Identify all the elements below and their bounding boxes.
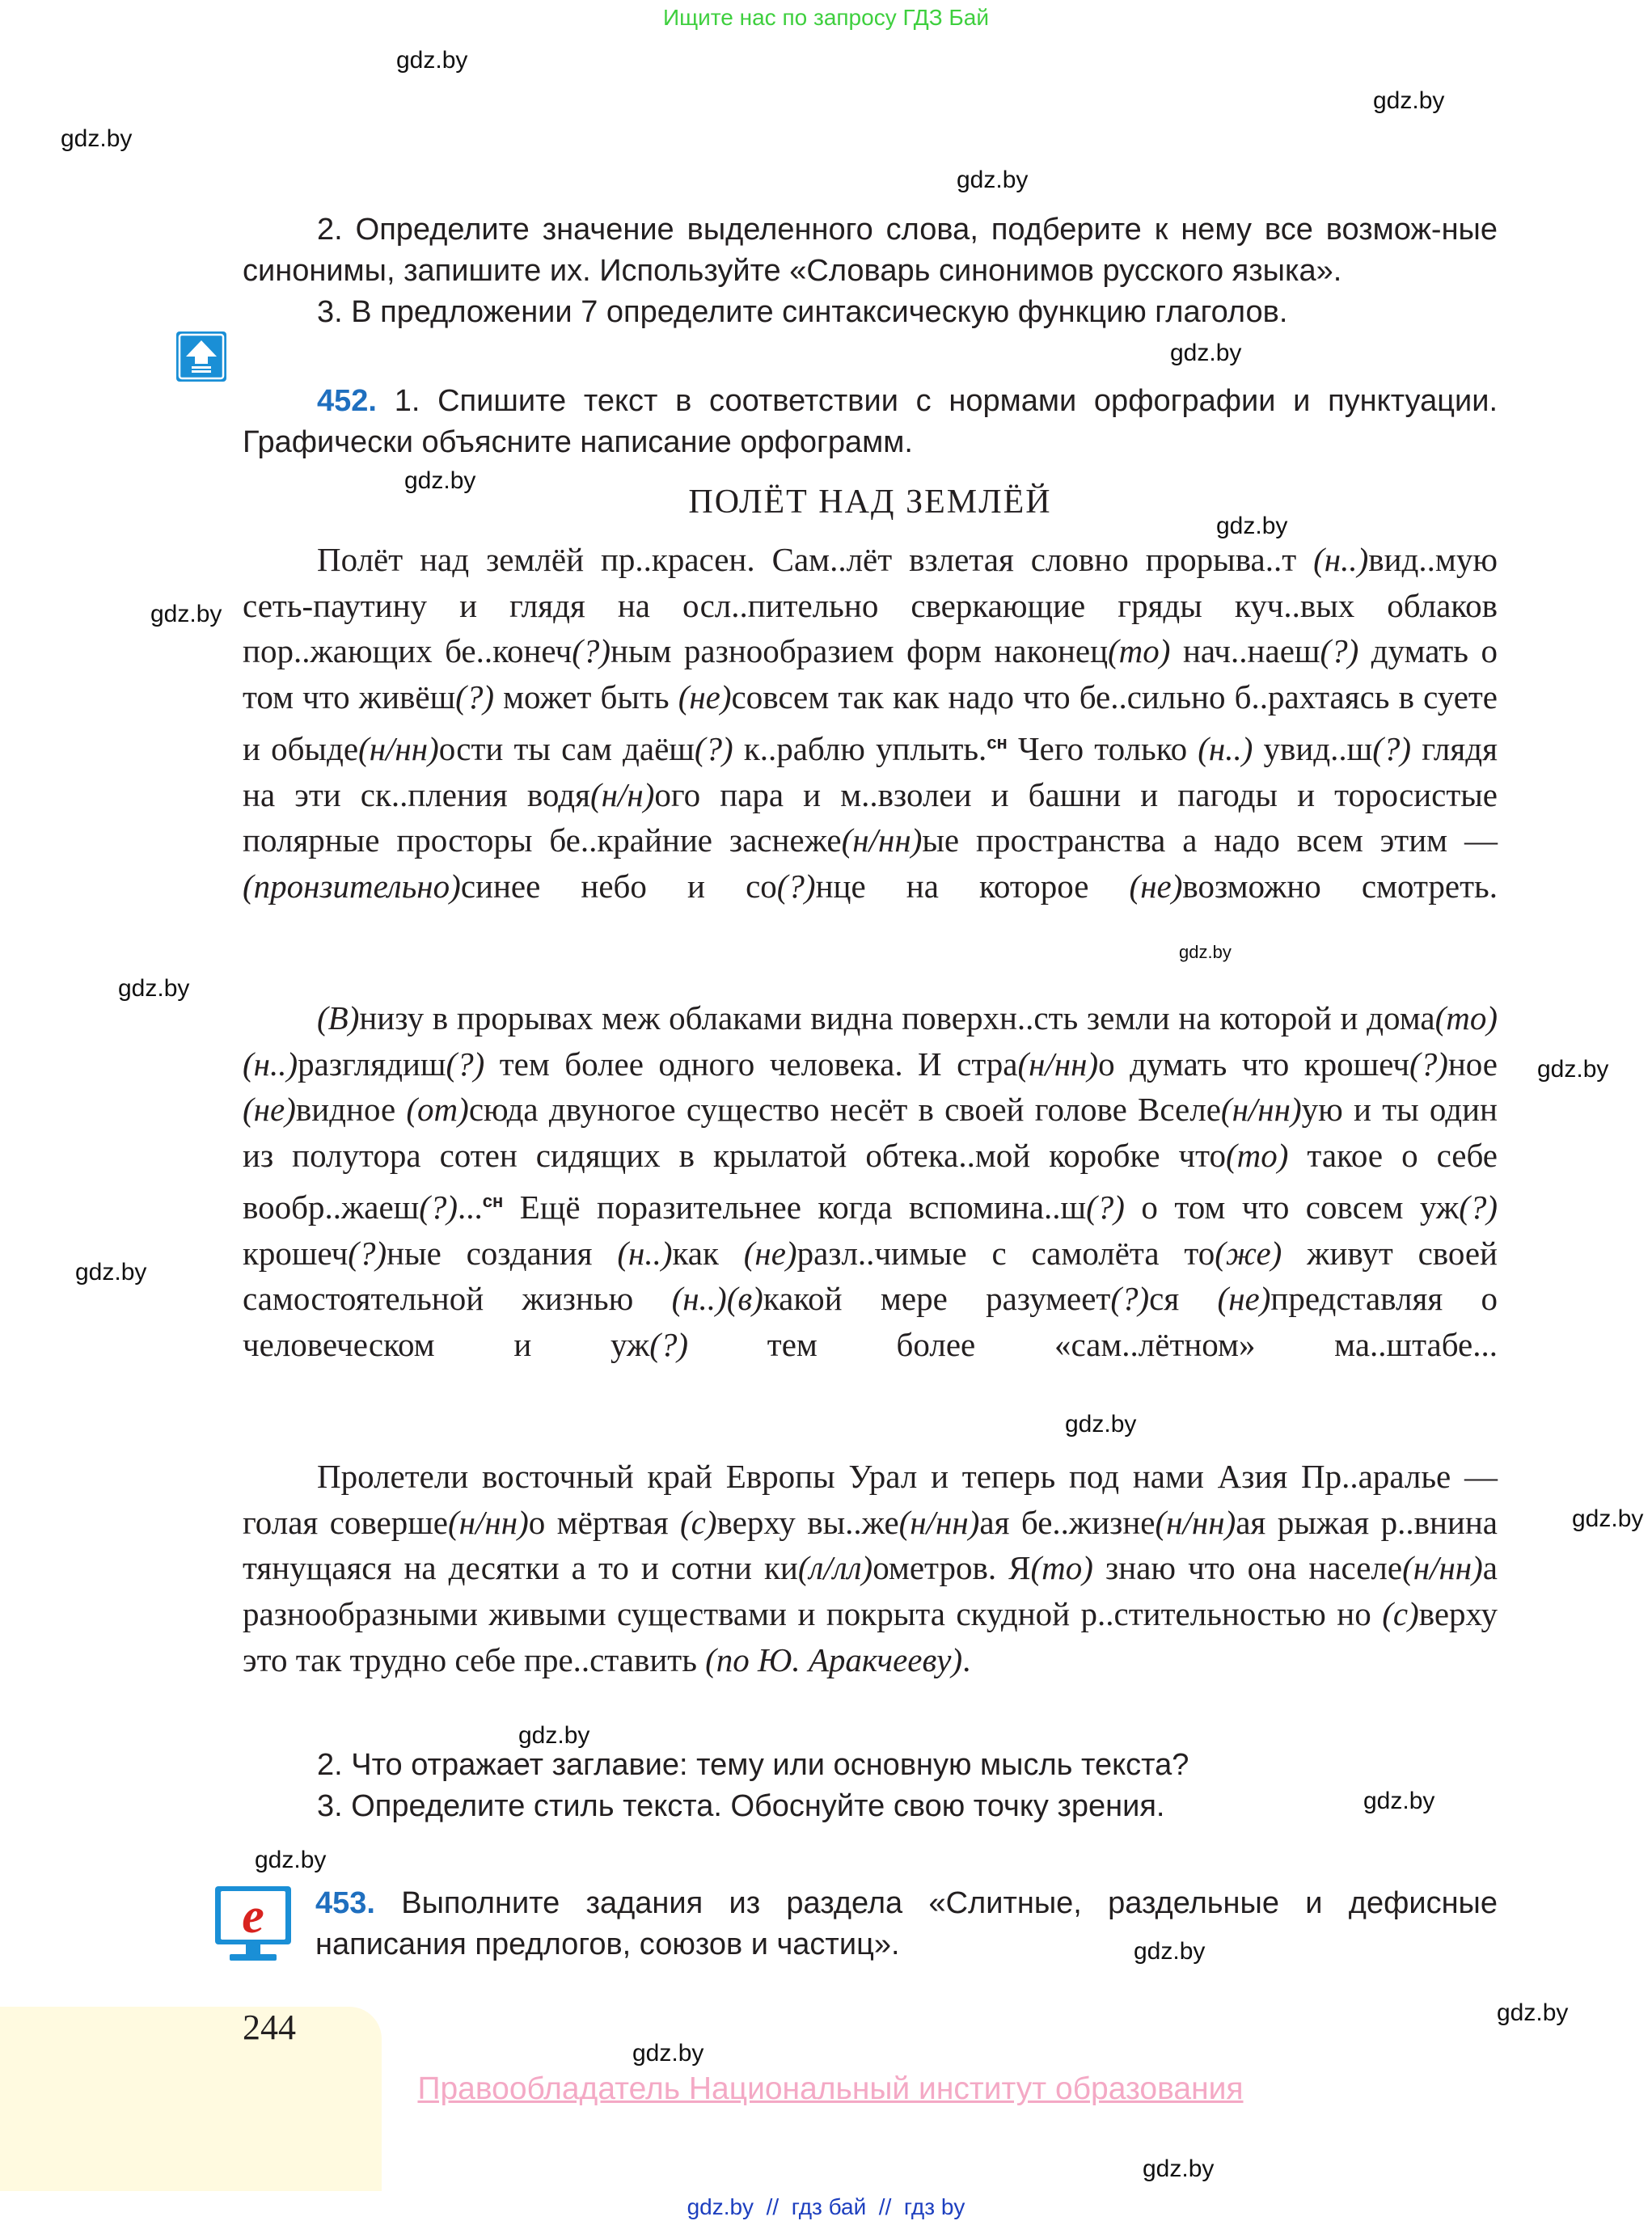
footer-block: [0, 2007, 382, 2191]
electronic-resource-icon: [209, 1880, 298, 1969]
watermark: gdz.by: [1143, 2155, 1215, 2182]
watermark: gdz.by: [1497, 1999, 1569, 2026]
page-number: 244: [243, 2008, 296, 2047]
watermark: gdz.by: [61, 125, 133, 152]
watermark: gdz.by: [518, 1722, 590, 1749]
watermark: gdz.by: [150, 601, 222, 627]
arrow-up-icon: [176, 331, 226, 382]
text-paragraph-3: Пролетели восточный край Европы Урал и теперь под нами Азия Пр..аралье — голая соверше(н/нн)о мёртвая (с)верху вы..же(н/нн)ая бе..жизне(н/нн)ая рыжая р..внина тянущаяся на десятки а то и сотни ки(л/лл)ометров. Я(то) знаю что она населе(н/нн)а разнообразными живыми существами и покрыта скудной р..стительностью но (с)верху это так трудно себе пре..ставить (по Ю. Аракчееву).: [243, 1458, 1498, 1678]
watermark: gdz.by: [396, 47, 468, 74]
watermark: gdz.by: [632, 2040, 704, 2067]
watermark: gdz.by: [1537, 1056, 1609, 1083]
exercise-452-task: 452. 1. Спишите текст в соответствии с нормами орфографии и пунктуации. Графически объясните написание орфограмм.: [243, 384, 1498, 459]
exercise-number: 452.: [317, 384, 377, 418]
watermark: gdz.by: [255, 1847, 327, 1873]
watermark: gdz.by: [1134, 1938, 1206, 1965]
svg-text:e: e: [242, 1889, 264, 1944]
watermark: gdz.by: [118, 975, 190, 1002]
text-paragraph-1: Полёт над землёй пр..красен. Сам..лёт взлетая словно прорыва..т (н..)вид..мую сеть-паутину и глядя на осл..пительно сверкающие гряды куч..вых облаков пор..жающих бе..конеч(?)ным разнообразием форм наконец(то) нач..наеш(?) думать о том что живёш(?) может быть (не)совсем так как надо что бе..сильно б..рахтаясь в суете и обыде(н/нн)ости ты сам даёш(?) к..раблю уплыть.$^{сн}$ Чего только (н..) увид..ш(?) глядя на эти ск..пления водя(н/н)ого пара и м..взолеи и башни и пагоды и торосистые полярные просторы бе..крайние заснеже(н/нн)ые пространства а надо всем этим — (пронзительно)синее небо и со(?)нце на которое (не)возможно смотреть.: [243, 541, 1498, 905]
watermark: gdz.by: [1572, 1505, 1644, 1532]
exercise-number: 453.: [315, 1886, 375, 1920]
watermark: gdz.by: [957, 167, 1029, 193]
text-paragraph-2: (В)низу в прорывах меж облаками видна поверхн..сть земли на которой и дома(то) (н..)разглядиш(?) тем более одного человека. И стра(н/нн)о думать что крошеч(?)ное (не)видное (от)сюда двуногое существо несёт в своей голове Вселе(н/нн)ую и ты один из полутора сотен сидящих в крылатой обтека..мой коробке что(то) такое о себе вообр..жаеш(?)...$^{сн}$ Ещё поразительнее когда вспомина..ш(?) о том что совсем уж(?) крошеч(?)ные создания (н..)как (не)разл..чимые с самолёта то(же) живут своей самостоятельной жизнью (н..)(в)какой мере разумеет(?)ся (не)представляя о человеческом и уж(?) тем более «сам..лётном» ма..штабе...: [243, 999, 1498, 1363]
watermark: gdz.by: [1216, 513, 1288, 539]
sup-mark: сн: [987, 732, 1008, 753]
text-source: (по Ю. Аракчееву): [705, 1640, 963, 1678]
watermark: gdz.by: [75, 1259, 147, 1286]
copyright-link[interactable]: Правообладатель Национальный институт образования: [417, 2071, 1244, 2106]
top-banner[interactable]: Ищите нас по запросу ГДЗ Бай: [662, 5, 990, 30]
watermark: gdz.by: [1363, 1788, 1435, 1814]
watermark: gdz.by: [1065, 1411, 1137, 1438]
bottom-links[interactable]: gdz.by // гдз бай // гдз by: [687, 2194, 965, 2219]
prev-task-3: 3. В предложении 7 определите синтаксическую функцию глаголов.: [317, 295, 1288, 329]
exercise-453-task: 453. Выполните задания из раздела «Слитные, раздельные и дефисные написания предлогов, союзов и частиц».: [315, 1886, 1498, 1961]
watermark: gdz.by: [1170, 340, 1242, 366]
text-title: ПОЛЁТ НАД ЗЕМЛЁЙ: [688, 483, 1052, 521]
watermark: gdz.by: [1373, 87, 1445, 114]
watermark: gdz.by: [404, 467, 476, 494]
exercise-452-task-2: 2. Что отражает заглавие: тему или основную мысль текста?: [317, 1748, 1189, 1782]
watermark: gdz.by: [1179, 942, 1232, 962]
prev-task-2: 2. Определите значение выделенного слова, подберите к нему все возмож-ные синонимы, запишите их. Используйте «Словарь синонимов русского языка».: [243, 213, 1498, 288]
exercise-452-task-3: 3. Определите стиль текста. Обоснуйте свою точку зрения.: [317, 1789, 1165, 1823]
sup-mark: сн: [482, 1190, 504, 1211]
